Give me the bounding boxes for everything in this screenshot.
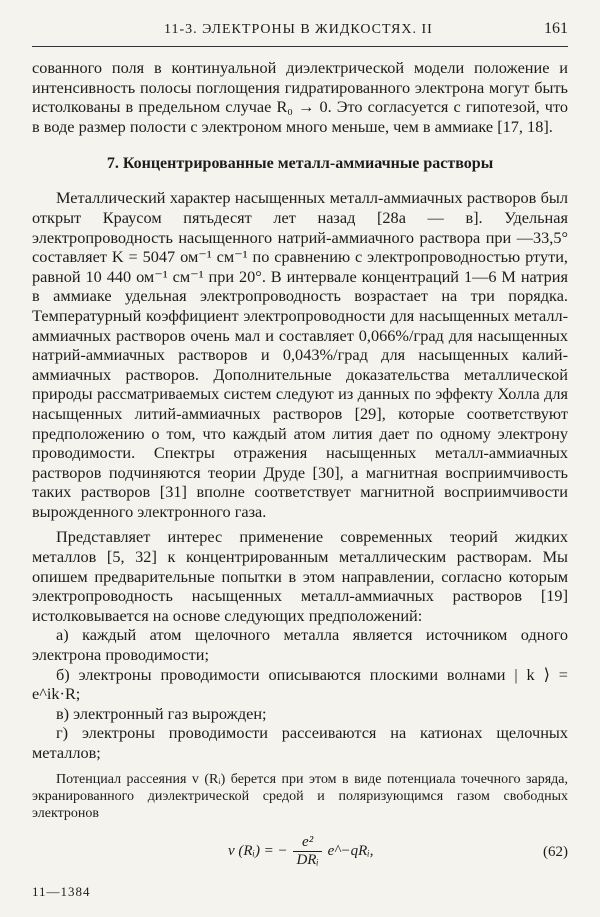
- list-item-b: б) электроны проводимости описываются плоскими волнами | k ⟩ = e^ik·R;: [32, 664, 568, 704]
- equation-numerator: e²: [293, 834, 321, 852]
- list-item-c: в) электронный газ вырожден;: [56, 703, 267, 723]
- equation-lhs: v (Rᵢ) = −: [228, 842, 288, 859]
- equation-denominator: DRᵢ: [296, 851, 319, 868]
- header-rule: [32, 46, 568, 47]
- running-header: [32, 19, 568, 41]
- page-number: 161: [544, 20, 568, 37]
- equation-body: [228, 834, 373, 869]
- paragraph-scattering-potential: Потенциал рассеяния v (Rᵢ) берется при этом в виде потенциала точечного заряда, экранированного диэлектрической средой и поляризующимся газом свободных электронов: [32, 771, 568, 821]
- page-body: [32, 58, 568, 870]
- list-item-a: а) каждый атом щелочного металла является источником одного электрона проводимости;: [32, 625, 568, 665]
- section-heading: 7. Концентрированные металл-аммиачные растворы: [106, 155, 494, 173]
- equation-62: [32, 830, 568, 870]
- running-title: 11-3. ЭЛЕКТРОНЫ В ЖИДКОСТЯХ. II: [164, 22, 433, 37]
- paragraph-theories: Представляет интерес применение современных теорий жидких металлов [5, 32] к концентрированным металлическим растворам. Мы опишем предварительные попытки в этом направлении, согласно которым электропроводность насыщенных металл-аммиачных растворов [19] истолковывается на основе следующих предположений:: [32, 527, 568, 625]
- list-item-d: г) электроны проводимости рассеиваются на катионах щелочных металлов;: [32, 723, 568, 762]
- equation-number: (62): [543, 843, 568, 860]
- paragraph-metallic-character: Металлический характер насыщенных металл-аммиачных растворов был открыт Краусом пятьдесят лет назад [28а — в]. Удельная электропроводность насыщенного натрий-аммиачного раствора при —33,5° составляет K = 5047 ом⁻¹ см⁻¹ по сравнению с электропроводностью ртути, равной 10 440 ом⁻¹ см⁻¹ при 20°. В интервале концентраций 1—6 M натрия в аммиаке удельная электропроводность возрастает на три порядка. Температурный коэффициент электропроводности для насыщенных металл-аммиачных растворов очень мал и составляет 0,066%/град для насыщенных натрий-аммиачных растворов и 0,043%/град для насыщенных калий-аммиачных растворов. Дополнительные доказательства металлической природы рассматриваемых систем следуют из данных по эффекту Холла для насыщенных литий-аммиачных растворов [29], которые соответствуют предположению о том, что каждый атом лития дает по одному электрону проводимости. Спектры отражения насыщенных металл-аммиачных растворов подчиняются теории Друде [30], а магнитная восприимчивость таких растворов [31] вполне соответствует магнитной восприимчивости вырожденного электронного газа.: [32, 188, 568, 521]
- printer-signature: 11—1384: [32, 884, 91, 899]
- equation-fraction: [293, 834, 321, 869]
- equation-exponential: e^−qRᵢ,: [327, 842, 374, 859]
- paragraph-continued: сованного поля в континуальной диэлектрической модели положение и интенсивность полосы поглощения гидратированного электрона могут быть истолкованы в предельном случае R₀ → 0. Это согласуется с гипотезой, что в воде размер полости с электроном много меньше, чем в аммиаке [17, 18].: [32, 58, 568, 136]
